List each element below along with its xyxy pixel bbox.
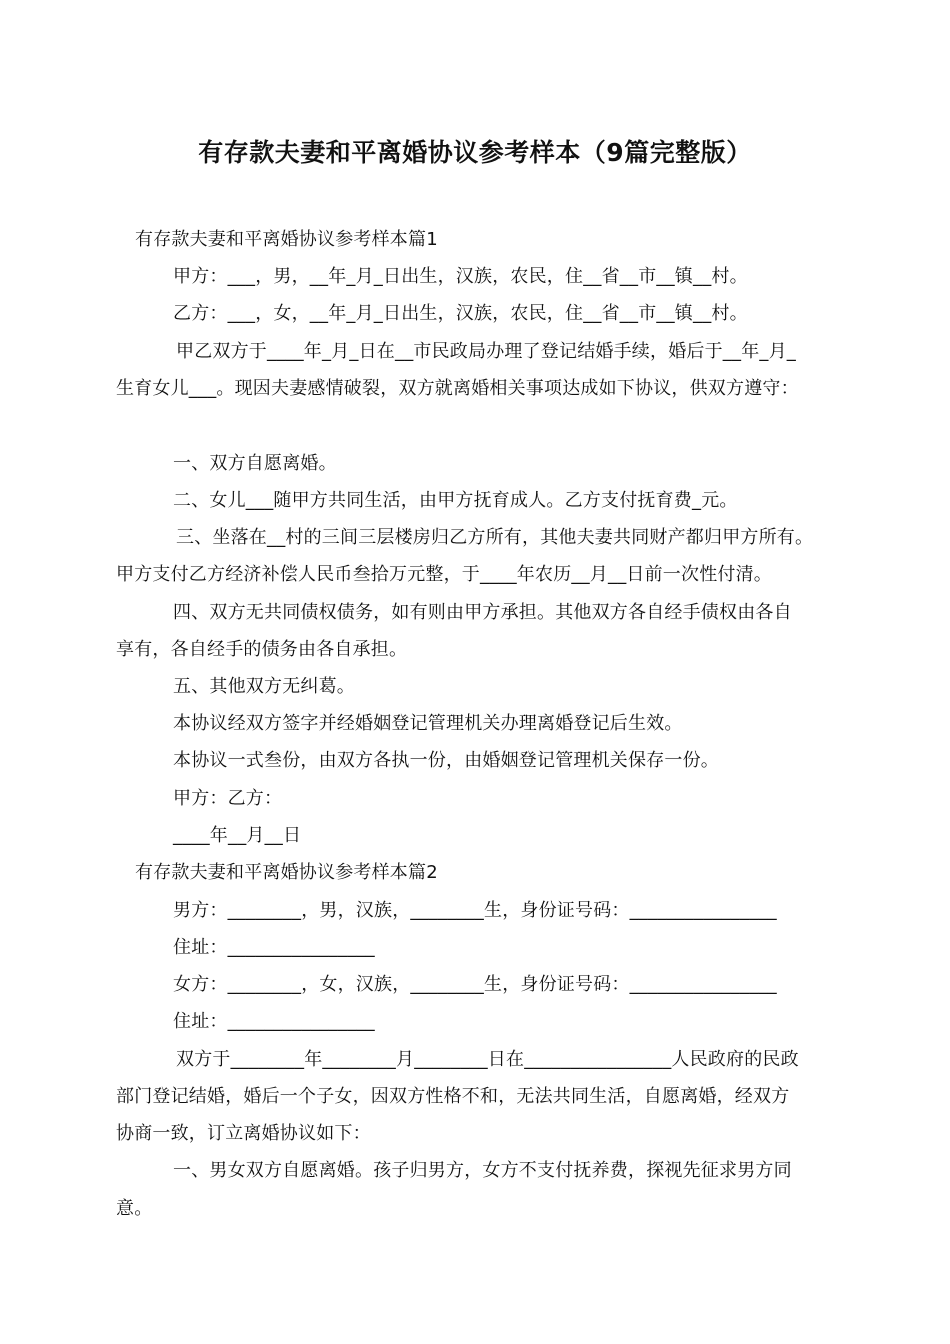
clause-5: 五、其他双方无纠葛。 [173,676,355,697]
woman-address-line: 住址：________________ [173,1011,375,1032]
clause-4-continued: 享有，各自经手的债务由各自承担。 [116,639,408,660]
clause-4: 四、双方无共同债权债务，如有则由甲方承担。其他双方各自经手债权由各自 [173,602,792,623]
effective-clause: 本协议经双方签字并经婚姻登记管理机关办理离婚登记后生效。 [173,713,683,734]
man-party-line: 男方：________，男，汉族，________生，身份证号码：________________ [173,900,777,921]
signature-line: 甲方：乙方： [173,788,283,809]
paragraph-line: 甲乙双方于____年_月_日在__市民政局办理了登记结婚手续，婚后于__年_月_ [176,341,796,362]
copies-clause: 本协议一式叁份，由双方各执一份，由婚姻登记管理机关保存一份。 [173,750,719,771]
clause-1-section-2: 一、男女双方自愿离婚。孩子归男方，女方不支付抚养费，探视先征求男方同 [173,1160,792,1181]
clause-1: 一、双方自愿离婚。 [173,453,337,474]
clause-1-continued: 意。 [116,1198,153,1219]
date-line: ____年__月__日 [173,825,302,846]
party-a-line: 甲方：___，男，__年_月_日出生，汉族，农民，住__省__市__镇__村。 [173,266,748,287]
section-heading-2: 有存款夫妻和平离婚协议参考样本篇2 [135,862,438,883]
woman-party-line: 女方：________，女，汉族，________生，身份证号码：________________ [173,974,777,995]
paragraph-line: 双方于________年________月________日在________________人民政府的民政 [176,1049,799,1070]
man-address-line: 住址：________________ [173,937,375,958]
document-title: 有存款夫妻和平离婚协议参考样本（9篇完整版） [198,138,752,167]
paragraph-line: 生育女儿___。现因夫妻感情破裂，双方就离婚相关事项达成如下协议，供双方遵守： [116,378,799,399]
section-heading-1: 有存款夫妻和平离婚协议参考样本篇1 [135,229,438,250]
paragraph-line: 协商一致，订立离婚协议如下： [116,1123,371,1144]
clause-3-continued: 甲方支付乙方经济补偿人民币叁拾万元整，于____年农历__月__日前一次性付清。 [116,564,772,585]
party-b-line: 乙方：___，女，__年_月_日出生，汉族，农民，住__省__市__镇__村。 [173,303,748,324]
clause-2: 二、女儿___随甲方共同生活，由甲方抚育成人。乙方支付抚育费_元。 [173,490,738,511]
paragraph-line: 部门登记结婚，婚后一个子女，因双方性格不和，无法共同生活，自愿离婚，经双方 [116,1086,790,1107]
clause-3: 三、坐落在__村的三间三层楼房归乙方所有，其他夫妻共同财产都归甲方所有。 [176,527,814,548]
